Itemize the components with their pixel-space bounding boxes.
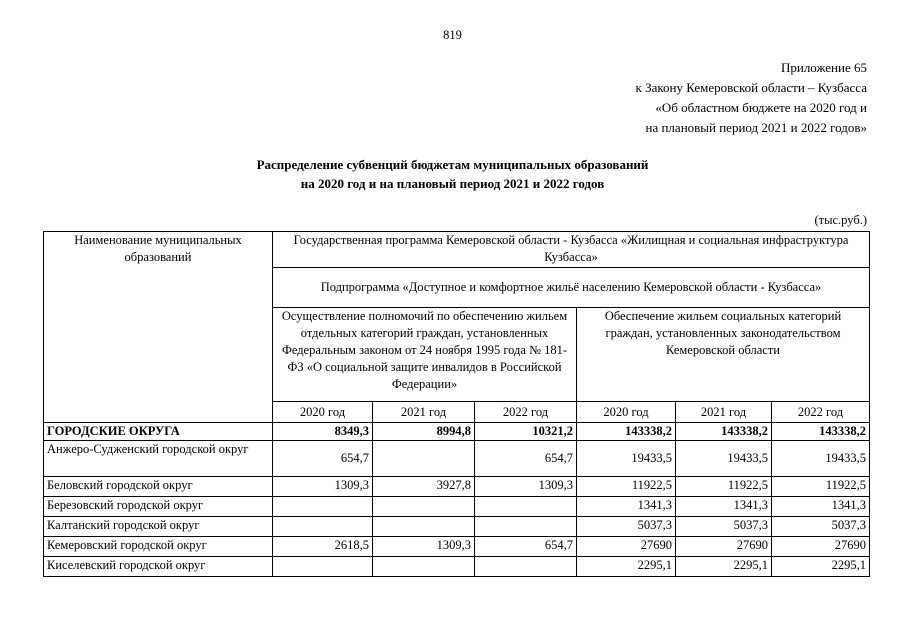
cell-value bbox=[373, 441, 475, 477]
table-row bbox=[44, 557, 870, 577]
group-header-federal: Осуществление полномочий по обеспечению жильем отдельных категорий граждан, установленных Федеральным законом от 24 ноября 1995 года № 181-ФЗ «О социальной защите инвалидов в Российской Федерации» bbox=[273, 308, 577, 402]
cell-value: 19433,5 bbox=[772, 441, 870, 477]
row-name: ГОРОДСКИЕ ОКРУГА bbox=[44, 423, 273, 441]
year-header: 2020 год bbox=[273, 402, 373, 423]
cell-value: 1341,3 bbox=[676, 497, 772, 517]
table-row bbox=[44, 517, 870, 537]
subsidy-table bbox=[43, 231, 870, 577]
cell-value: 19433,5 bbox=[676, 441, 772, 477]
row-name: Киселевский городской округ bbox=[44, 557, 273, 577]
row-name: Беловский городской округ bbox=[44, 477, 273, 497]
cell-value: 654,7 bbox=[475, 441, 577, 477]
table-row bbox=[44, 497, 870, 517]
cell-value: 2295,1 bbox=[772, 557, 870, 577]
cell-value: 2295,1 bbox=[676, 557, 772, 577]
cell-value: 1309,3 bbox=[475, 477, 577, 497]
year-header: 2022 год bbox=[772, 402, 870, 423]
cell-value bbox=[475, 497, 577, 517]
cell-value: 143338,2 bbox=[772, 423, 870, 441]
row-name: Кемеровский городской округ bbox=[44, 537, 273, 557]
cell-value: 19433,5 bbox=[577, 441, 676, 477]
title-line: Распределение субвенций бюджетам муниципальных образований bbox=[256, 157, 649, 172]
row-name: Березовский городской округ bbox=[44, 497, 273, 517]
cell-value bbox=[373, 517, 475, 537]
page-number: 819 bbox=[443, 28, 462, 42]
table-row bbox=[44, 537, 870, 557]
program-header: Государственная программа Кемеровской области - Кузбасса «Жилищная и социальная инфраструктура Кузбасса» bbox=[273, 232, 870, 268]
subprogram-header: Подпрограмма «Доступное и комфортное жильё населению Кемеровской области - Кузбасса» bbox=[273, 268, 870, 308]
appendix-line: на плановый период 2021 и 2022 годов» bbox=[645, 120, 867, 135]
appendix-line: к Закону Кемеровской области – Кузбасса bbox=[635, 80, 867, 95]
group-header-regional: Обеспечение жильем социальных категорий граждан, установленных законодательством Кемеровской области bbox=[577, 308, 870, 402]
year-header: 2021 год bbox=[676, 402, 772, 423]
cell-value bbox=[273, 557, 373, 577]
cell-value: 27690 bbox=[676, 537, 772, 557]
document-title bbox=[0, 155, 905, 193]
row-name: Анжеро-Судженский городской округ bbox=[44, 441, 273, 477]
year-header: 2021 год bbox=[373, 402, 475, 423]
row-name: Калтанский городской округ bbox=[44, 517, 273, 537]
cell-value bbox=[373, 497, 475, 517]
cell-value: 11922,5 bbox=[676, 477, 772, 497]
cell-value: 5037,3 bbox=[772, 517, 870, 537]
cell-value bbox=[475, 557, 577, 577]
name-column-header: Наименование муниципальных образований bbox=[44, 232, 273, 423]
cell-value: 654,7 bbox=[273, 441, 373, 477]
cell-value: 8994,8 bbox=[373, 423, 475, 441]
appendix-note bbox=[636, 58, 868, 138]
cell-value: 143338,2 bbox=[577, 423, 676, 441]
cell-value: 5037,3 bbox=[676, 517, 772, 537]
appendix-line: «Об областном бюджете на 2020 год и bbox=[655, 100, 867, 115]
table-row bbox=[44, 477, 870, 497]
cell-value bbox=[475, 517, 577, 537]
table-row-total bbox=[44, 423, 870, 441]
cell-value: 2295,1 bbox=[577, 557, 676, 577]
cell-value: 3927,8 bbox=[373, 477, 475, 497]
cell-value bbox=[273, 517, 373, 537]
cell-value: 1341,3 bbox=[577, 497, 676, 517]
title-line: на 2020 год и на плановый период 2021 и 2022 годов bbox=[300, 176, 605, 191]
cell-value: 1309,3 bbox=[273, 477, 373, 497]
cell-value: 1309,3 bbox=[373, 537, 475, 557]
cell-value: 1341,3 bbox=[772, 497, 870, 517]
appendix-line: Приложение 65 bbox=[780, 60, 867, 75]
cell-value: 143338,2 bbox=[676, 423, 772, 441]
cell-value: 27690 bbox=[772, 537, 870, 557]
cell-value: 654,7 bbox=[475, 537, 577, 557]
cell-value: 10321,2 bbox=[475, 423, 577, 441]
cell-value: 11922,5 bbox=[772, 477, 870, 497]
units-label: (тыс.руб.) bbox=[814, 213, 867, 227]
year-header: 2022 год bbox=[475, 402, 577, 423]
year-header: 2020 год bbox=[577, 402, 676, 423]
cell-value: 8349,3 bbox=[273, 423, 373, 441]
cell-value bbox=[373, 557, 475, 577]
cell-value bbox=[273, 497, 373, 517]
cell-value: 5037,3 bbox=[577, 517, 676, 537]
table-row bbox=[44, 441, 870, 477]
cell-value: 11922,5 bbox=[577, 477, 676, 497]
cell-value: 27690 bbox=[577, 537, 676, 557]
cell-value: 2618,5 bbox=[273, 537, 373, 557]
